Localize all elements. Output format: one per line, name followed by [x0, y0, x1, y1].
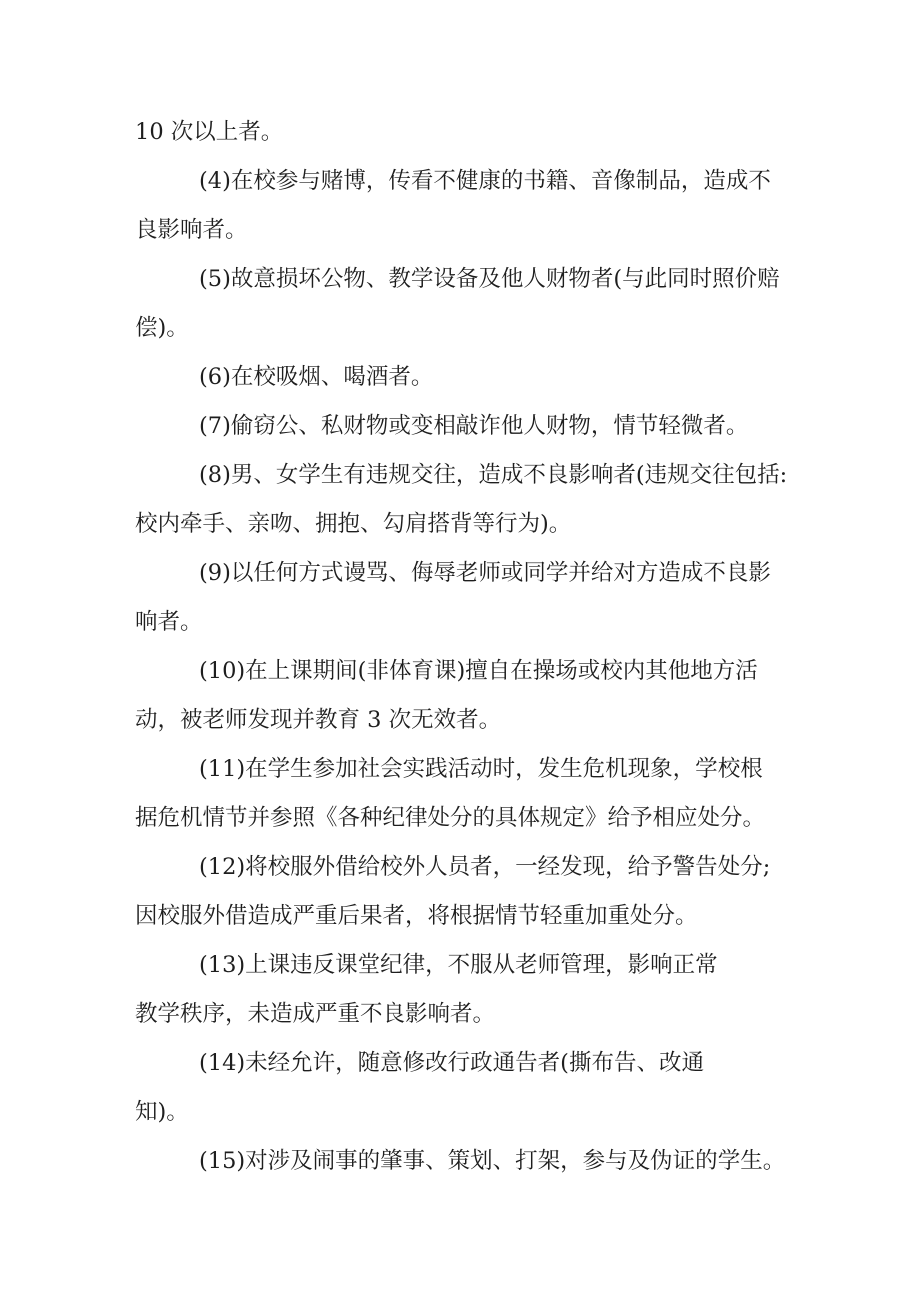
item-13-line: (13)上课违反课堂纪律，不服从老师管理，影响正常: [199, 952, 718, 978]
item-7-line: (7)偷窃公、私财物或变相敲诈他人财物，情节轻微者。: [199, 413, 749, 439]
item-8-line: (8)男、女学生有违规交往，造成不良影响者(违规交往包括:: [199, 462, 788, 488]
item-15-line: (15)对涉及闹事的肇事、策划、打架，参与及伪证的学生。: [199, 1148, 786, 1174]
text-line: 偿)。: [135, 315, 189, 341]
item-9-line: (9)以任何方式谩骂、侮辱老师或同学并给对方造成不良影: [199, 560, 771, 586]
item-12-line: (12)将校服外借给校外人员者，一经发现，给予警告处分;: [199, 854, 771, 880]
text-line: 响者。: [135, 609, 203, 635]
document-body: [135, 108, 805, 1186]
text-line: 据危机情节并参照《各种纪律处分的具体规定》给予相应处分。: [135, 805, 766, 831]
text-line: 良影响者。: [135, 217, 248, 243]
text-line: 因校服外借造成严重后果者，将根据情节轻重加重处分。: [135, 903, 698, 929]
text-line: 10 次以上者。: [135, 119, 284, 145]
item-14-line: (14)未经允许，随意修改行政通告者(撕布告、改通: [199, 1050, 704, 1076]
item-6-line: (6)在校吸烟、喝酒者。: [199, 364, 434, 390]
item-5-line: (5)故意损坏公物、教学设备及他人财物者(与此同时照价赔: [199, 266, 780, 292]
item-11-line: (11)在学生参加社会实践活动时，发生危机现象，学校根: [199, 756, 763, 782]
text-line: 教学秩序，未造成严重不良影响者。: [135, 1001, 496, 1027]
text-line: 校内牵手、亲吻、拥抱、勾肩搭背等行为)。: [135, 511, 572, 537]
text-line: 知)。: [135, 1099, 189, 1125]
text-line: 动，被老师发现并教育 3 次无效者。: [135, 707, 502, 733]
item-4-line: (4)在校参与赌博，传看不健康的书籍、音像制品，造成不: [199, 168, 771, 194]
item-10-line: (10)在上课期间(非体育课)擅自在操场或校内其他地方活: [199, 658, 758, 684]
